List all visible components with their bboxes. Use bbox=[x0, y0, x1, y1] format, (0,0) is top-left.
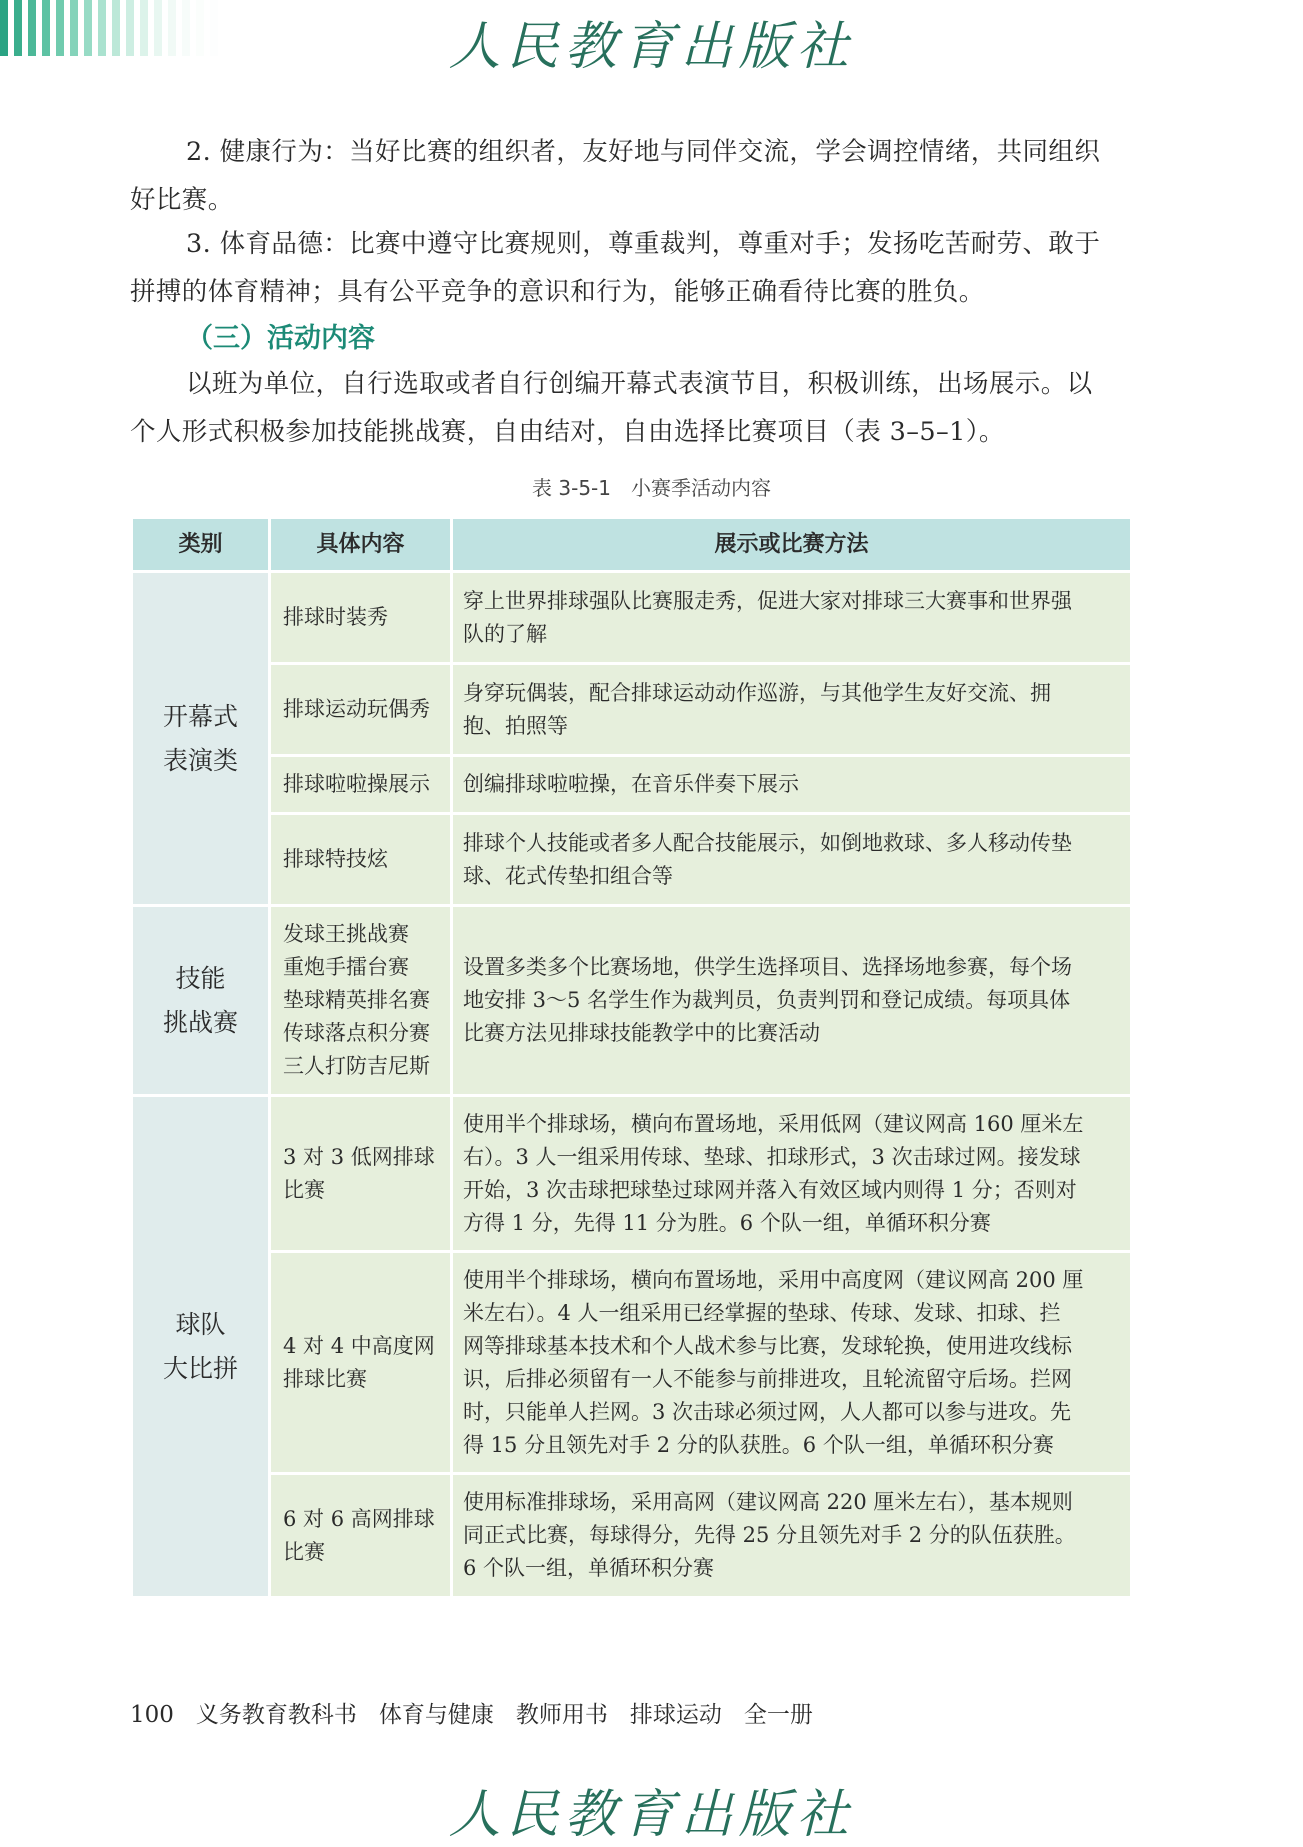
publisher-logo-bottom: 人民教育出版社 bbox=[448, 1785, 855, 1845]
paragraph-line: 个人形式积极参加技能挑战赛，自由结对，自由选择比赛项目（表 3–5–1）。 bbox=[130, 417, 1005, 447]
table-row bbox=[132, 756, 1132, 814]
item-cell: 排球特技炫 bbox=[270, 814, 452, 906]
item-cell: 4 对 4 中高度网 排球比赛 bbox=[270, 1252, 452, 1474]
method-cell: 使用标准排球场，采用高网（建议网高 220 厘米左右），基本规则 同正式比赛，每球得分，先得 25 分且领先对手 2 分的队伍获胜。 6 个队一组，单循环积分赛 bbox=[452, 1474, 1132, 1598]
section-title: （三）活动内容 bbox=[186, 323, 375, 354]
item-cell: 排球时装秀 bbox=[270, 572, 452, 664]
table-row bbox=[132, 1096, 1132, 1252]
activity-table bbox=[130, 516, 1133, 1599]
footer-part: 体育与健康 bbox=[378, 1702, 494, 1728]
paragraph-line: 3. 体育品德：比赛中遵守比赛规则，尊重裁判，尊重对手；发扬吃苦耐劳、敢于 bbox=[186, 229, 1101, 259]
header-content: 具体内容 bbox=[270, 518, 452, 572]
page-number: 100 bbox=[130, 1702, 174, 1728]
item-cell: 排球运动玩偶秀 bbox=[270, 664, 452, 756]
category-cell: 球队 大比拼 bbox=[132, 1096, 270, 1598]
table-row bbox=[132, 1252, 1132, 1474]
category-cell: 技能 挑战赛 bbox=[132, 906, 270, 1096]
method-cell: 使用半个排球场，横向布置场地，采用中高度网（建议网高 200 厘 米左右）。4 人一组采用已经掌握的垫球、传球、发球、扣球、拦 网等排球基本技术和个人战术参与比赛，发球轮换，使用进攻线标 识，后排必须留有一人不能参与前排进攻，且轮流留守后场。拦网 时，只能单人拦网。3 次击球必须过网，人人都可以参与进攻。先 得 15 分且领先对手 2 分的队获胜。6 个队一组，单循环积分赛 bbox=[452, 1252, 1132, 1474]
method-cell: 设置多类多个比赛场地，供学生选择项目、选择场地参赛，每个场 地安排 3～5 名学生作为裁判员，负责判罚和登记成绩。每项具体 比赛方法见排球技能教学中的比赛活动 bbox=[452, 906, 1132, 1096]
page-footer bbox=[130, 1696, 835, 1729]
category-cell: 开幕式 表演类 bbox=[132, 572, 270, 906]
paragraph-line: 拼搏的体育精神；具有公平竞争的意识和行为，能够正确看待比赛的胜负。 bbox=[130, 277, 985, 307]
item-cell: 6 对 6 高网排球 比赛 bbox=[270, 1474, 452, 1598]
table-row bbox=[132, 572, 1132, 664]
table-caption: 表 3-5-1 小赛季活动内容 bbox=[532, 476, 771, 500]
paragraph-sport-morality bbox=[130, 220, 1130, 316]
header-method: 展示或比赛方法 bbox=[452, 518, 1132, 572]
header-category: 类别 bbox=[132, 518, 270, 572]
item-cell: 发球王挑战赛 重炮手擂台赛 垫球精英排名赛 传球落点积分赛 三人打防吉尼斯 bbox=[270, 906, 452, 1096]
method-cell: 身穿玩偶装，配合排球运动动作巡游，与其他学生友好交流、拥 抱、拍照等 bbox=[452, 664, 1132, 756]
paragraph-line: 以班为单位，自行选取或者自行创编开幕式表演节目，积极训练，出场展示。以 bbox=[186, 369, 1093, 399]
method-cell: 创编排球啦啦操，在音乐伴奏下展示 bbox=[452, 756, 1132, 814]
method-cell: 使用半个排球场，横向布置场地，采用低网（建议网高 160 厘米左 右）。3 人一组采用传球、垫球、扣球形式，3 次击球过网。接发球 开始，3 次击球把球垫过球网并落入有效区域内则得 1 分；否则对 方得 1 分，先得 11 分为胜。6 个队一组，单循环积分赛 bbox=[452, 1096, 1132, 1252]
footer-part: 全一册 bbox=[743, 1702, 813, 1728]
table-row bbox=[132, 814, 1132, 906]
table-row bbox=[132, 664, 1132, 756]
paragraph-line: 2. 健康行为：当好比赛的组织者，友好地与同伴交流，学会调控情绪，共同组织 bbox=[186, 137, 1101, 167]
item-cell: 排球啦啦操展示 bbox=[270, 756, 452, 814]
paragraph-activity-content bbox=[130, 360, 1130, 456]
table-row bbox=[132, 906, 1132, 1096]
publisher-logo-top: 人民教育出版社 bbox=[448, 17, 855, 77]
table-row bbox=[132, 1474, 1132, 1598]
method-cell: 排球个人技能或者多人配合技能展示，如倒地救球、多人移动传垫 球、花式传垫扣组合等 bbox=[452, 814, 1132, 906]
footer-part: 教师用书 bbox=[515, 1702, 608, 1728]
footer-part: 排球运动 bbox=[629, 1702, 722, 1728]
item-cell: 3 对 3 低网排球 比赛 bbox=[270, 1096, 452, 1252]
footer-part: 义务教育教科书 bbox=[195, 1702, 357, 1728]
paragraph-line: 好比赛。 bbox=[130, 185, 234, 215]
method-cell: 穿上世界排球强队比赛服走秀，促进大家对排球三大赛事和世界强 队的了解 bbox=[452, 572, 1132, 664]
paragraph-health-behavior bbox=[130, 128, 1130, 224]
